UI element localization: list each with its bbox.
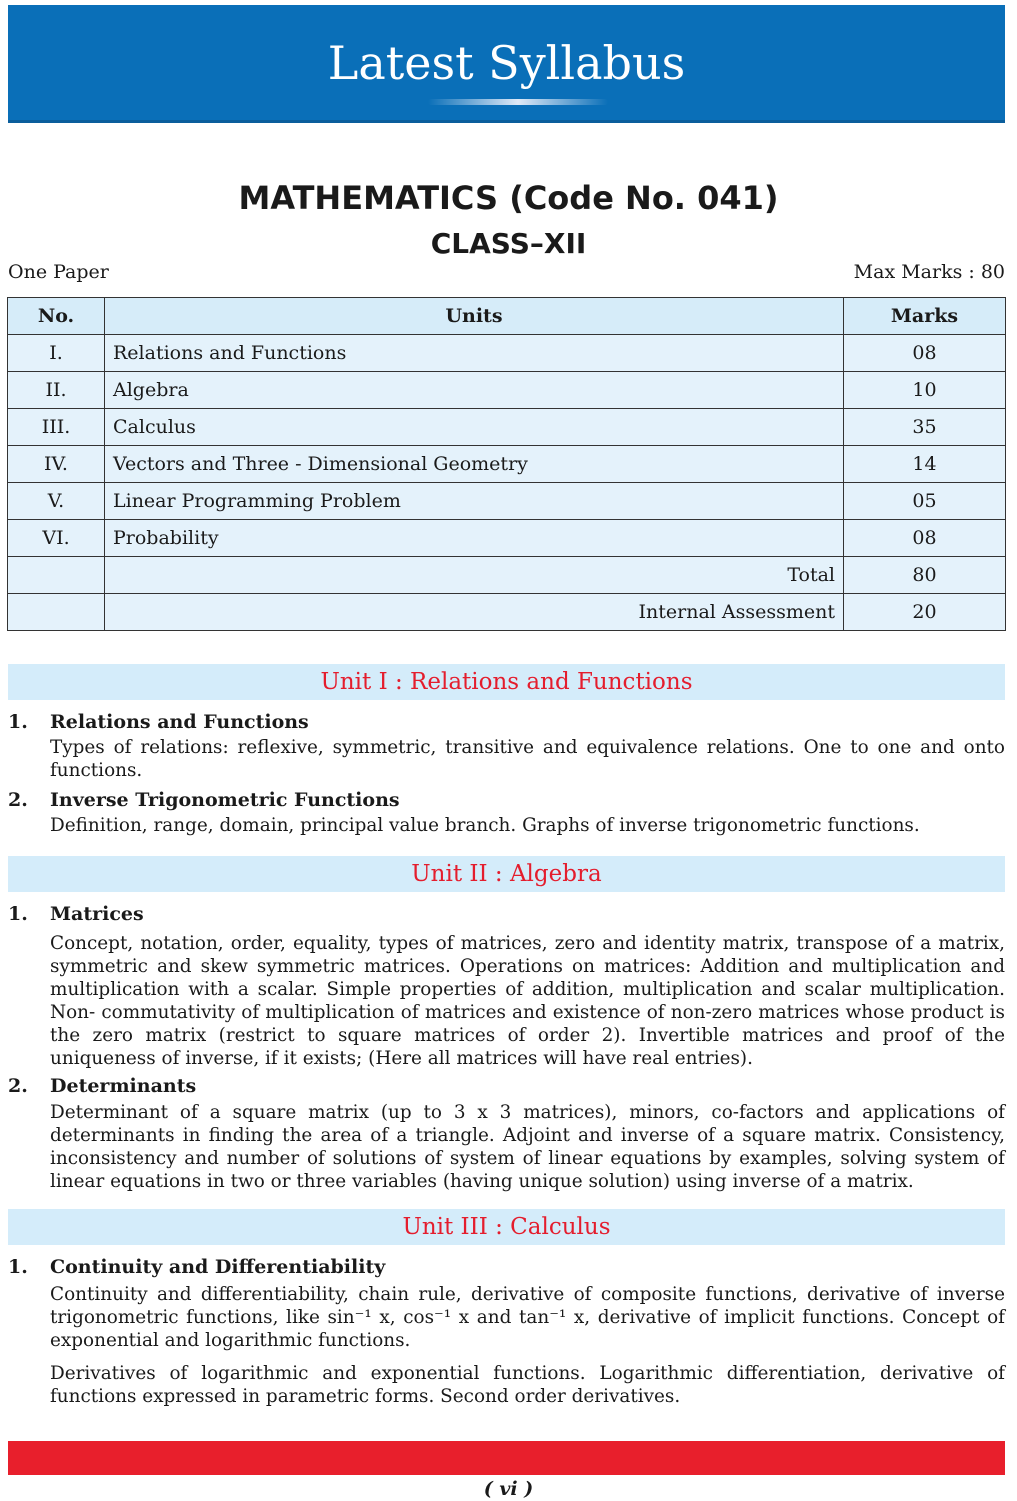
- row-unit: Linear Programming Problem: [105, 483, 844, 520]
- subject-title: MATHEMATICS (Code No. 041): [238, 179, 779, 217]
- row-no: IV.: [8, 446, 105, 483]
- item-number: 1.: [8, 1256, 28, 1278]
- marks-table: [7, 297, 1006, 631]
- unit-1-item-1-text: Types of relations: reflexive, symmetric, transitive and equivalence relations. One to one and onto functions.: [50, 737, 1005, 781]
- unit-1-item-2-heading: [8, 789, 400, 812]
- unit-3-item-1-heading: [8, 1256, 385, 1279]
- internal-assessment-row: [8, 594, 1006, 631]
- col-header-no: No.: [8, 298, 105, 335]
- paper-info-row: [8, 260, 1005, 284]
- page-number: ( vi ): [483, 1478, 534, 1500]
- row-no: III.: [8, 409, 105, 446]
- col-header-marks: Marks: [844, 298, 1006, 335]
- row-marks: 08: [844, 520, 1006, 557]
- empty-cell: [8, 594, 105, 631]
- table-header-row: [8, 298, 1006, 335]
- class-title: CLASS–XII: [430, 227, 587, 260]
- unit-1-heading: Unit I : Relations and Functions: [8, 664, 1005, 700]
- unit-2-item-2-heading: [8, 1075, 196, 1098]
- unit-3-heading: Unit III : Calculus: [8, 1209, 1005, 1245]
- item-title: Determinants: [50, 1075, 197, 1097]
- col-header-units: Units: [105, 298, 844, 335]
- internal-assessment-label: Internal Assessment: [105, 594, 844, 631]
- table-row: [8, 446, 1006, 483]
- unit-3-item-1-text-2: Derivatives of logarithmic and exponential functions. Logarithmic differentiation, derivative of functions expressed in parametric forms. Second order derivatives.: [50, 1363, 1005, 1407]
- row-no: II.: [8, 372, 105, 409]
- unit-1-item-1-heading: [8, 711, 309, 734]
- unit-1-item-2-text: Definition, range, domain, principal value branch. Graphs of inverse trigonometric functions.: [50, 815, 920, 836]
- title-banner: [8, 5, 1005, 123]
- row-unit: Probability: [105, 520, 844, 557]
- internal-assessment-value: 20: [844, 594, 1006, 631]
- row-marks: 14: [844, 446, 1006, 483]
- max-marks-label: Max Marks : 80: [853, 261, 1005, 283]
- item-number: 1.: [8, 711, 28, 733]
- table-row: [8, 335, 1006, 372]
- row-marks: 35: [844, 409, 1006, 446]
- item-title: Matrices: [50, 903, 144, 925]
- row-unit: Relations and Functions: [105, 335, 844, 372]
- table-row: [8, 520, 1006, 557]
- unit-3-item-1-text: Continuity and differentiability, chain rule, derivative of composite functions, derivative of inverse trigonometric functions, like sin⁻¹ x, cos⁻¹ x and tan⁻¹ x, derivative of implicit functions. Concept of exponential and logarithmic functions.: [50, 1284, 1005, 1351]
- banner-title: Latest Syllabus: [327, 36, 686, 90]
- row-marks: 10: [844, 372, 1006, 409]
- row-no: V.: [8, 483, 105, 520]
- unit-2-item-1-heading: [8, 903, 144, 926]
- table-row: [8, 483, 1006, 520]
- banner-swoosh: [428, 99, 608, 105]
- paper-label: One Paper: [8, 261, 109, 283]
- row-marks: 08: [844, 335, 1006, 372]
- row-unit: Algebra: [105, 372, 844, 409]
- total-row: [8, 557, 1006, 594]
- total-label: Total: [105, 557, 844, 594]
- item-number: 1.: [8, 903, 28, 925]
- table-row: [8, 372, 1006, 409]
- row-marks: 05: [844, 483, 1006, 520]
- item-title: Continuity and Differentiability: [50, 1256, 386, 1278]
- footer-red-bar: [8, 1441, 1005, 1475]
- unit-2-item-2-text: Determinant of a square matrix (up to 3 x 3 matrices), minors, co-factors and applications of determinants in finding the area of a triangle. Adjoint and inverse of a square matrix. Consistency, inconsistency and number of solutions of system of linear equations by examples, solving system of linear equations in two or three variables (having unique solution) using inverse of a matrix.: [50, 1102, 1005, 1192]
- item-title: Relations and Functions: [50, 711, 309, 733]
- item-title: Inverse Trigonometric Functions: [50, 789, 400, 811]
- row-no: VI.: [8, 520, 105, 557]
- empty-cell: [8, 557, 105, 594]
- row-unit: Vectors and Three - Dimensional Geometry: [105, 446, 844, 483]
- unit-2-item-1-text: Concept, notation, order, equality, types of matrices, zero and identity matrix, transpose of a matrix, symmetric and skew symmetric matrices. Operations on matrices: Addition and multiplication and multiplication with a scalar. Simple properties of addition, multiplication and scalar multiplication. Non- commutativity of multiplication of matrices and existence of non-zero matrices whose product is the zero matrix (restrict to square matrices of order 2). Invertible matrices and proof of the uniqueness of inverse, if it exists; (Here all matrices will have real entries).: [50, 933, 1005, 1069]
- table-row: [8, 409, 1006, 446]
- row-no: I.: [8, 335, 105, 372]
- item-number: 2.: [8, 789, 28, 811]
- item-number: 2.: [8, 1075, 28, 1097]
- row-unit: Calculus: [105, 409, 844, 446]
- unit-2-heading: Unit II : Algebra: [8, 856, 1005, 892]
- total-value: 80: [844, 557, 1006, 594]
